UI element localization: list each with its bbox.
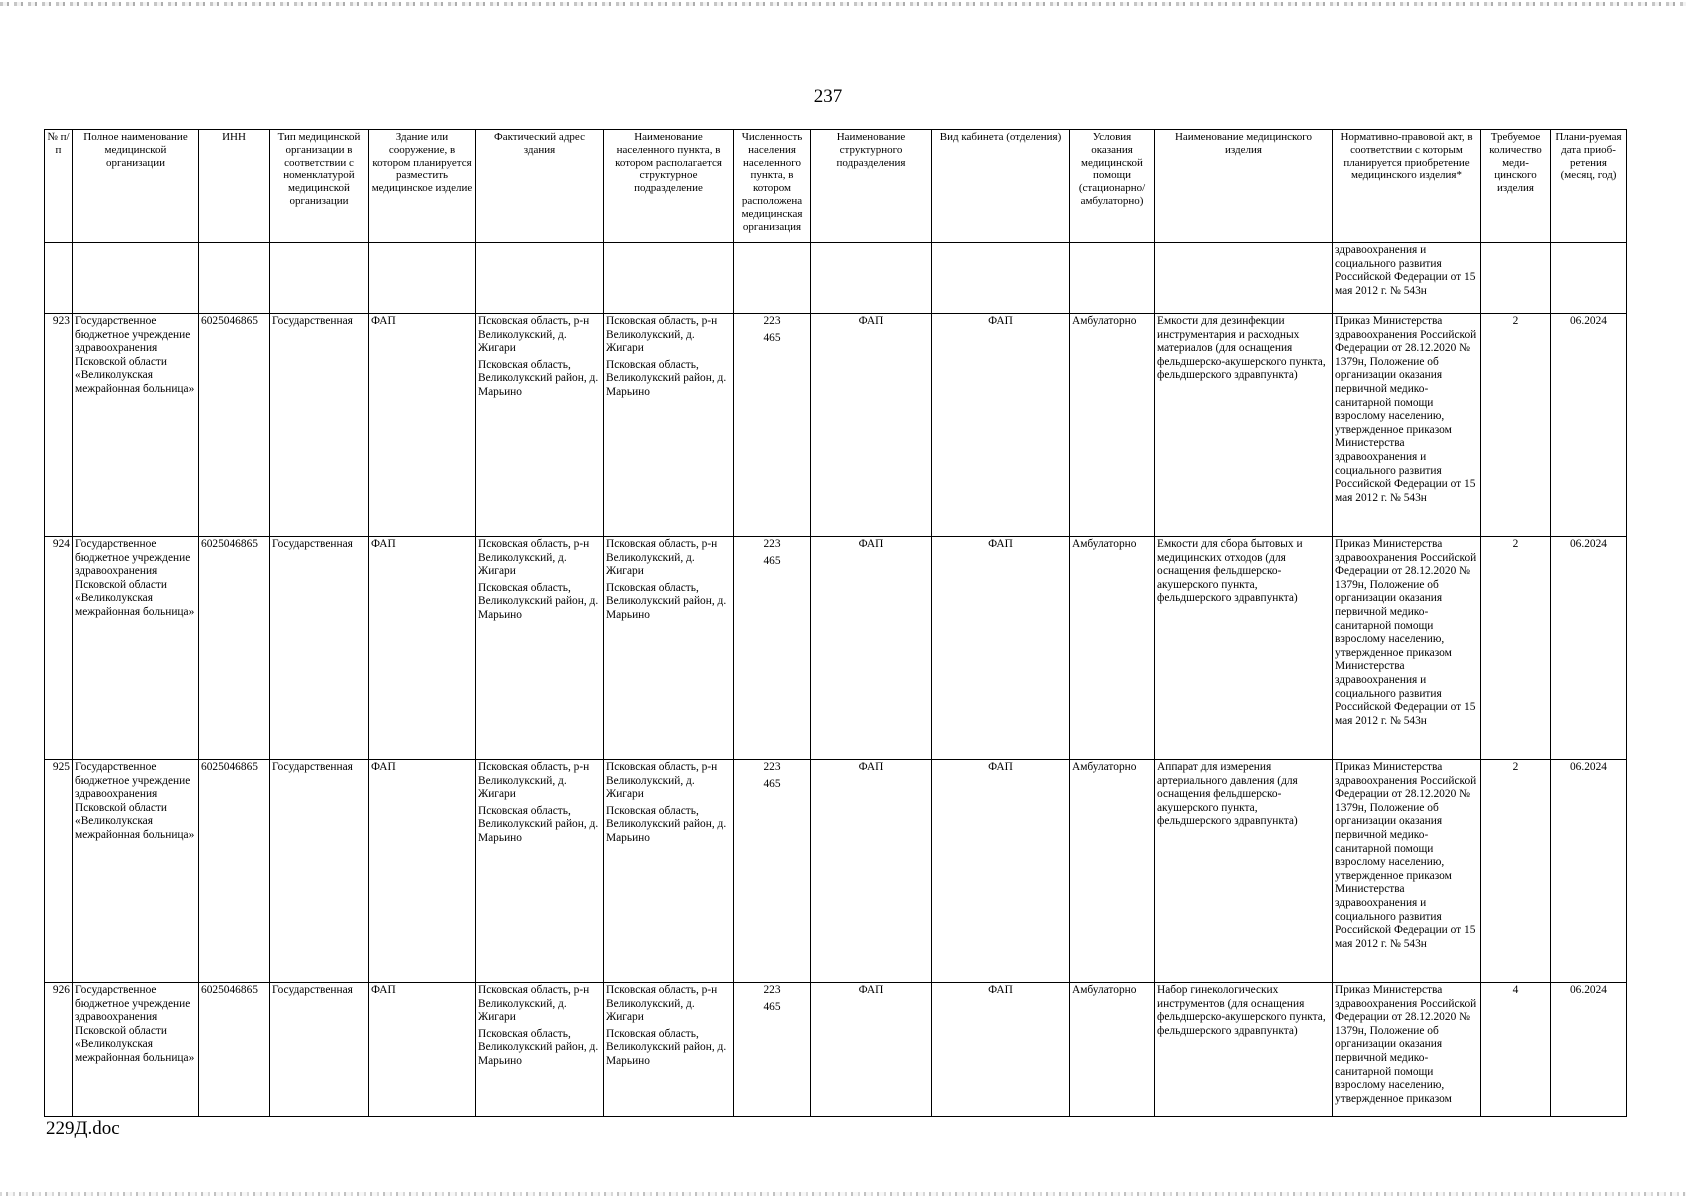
org-type-cell: Государственная	[270, 314, 369, 537]
conditions-cell: Амбулаторно	[1070, 983, 1155, 1117]
building-cell: ФАП	[369, 983, 476, 1117]
page-number: 237	[813, 86, 843, 107]
population-value: 223	[763, 538, 781, 550]
population-value: 223	[763, 315, 781, 327]
building-cell: ФАП	[369, 760, 476, 983]
org-type-cell: Государственная	[270, 983, 369, 1117]
conditions-cell: Амбулаторно	[1070, 537, 1155, 760]
unit-cell: ФАП	[811, 983, 932, 1117]
legal-act-cell: Приказ Министерства здравоохранения Российской Федерации от 28.12.2020 № 1379н, Положение об организации оказания первичной медико-санитарной помощи взрослому населению, утвержденное приказом Министерства здравоохранения и социального развития Российской Федерации от 15 мая 2012 г. № 543н	[1333, 760, 1481, 983]
address-line: Псковская область, р-н Великолукский, д. Жигари	[478, 761, 590, 801]
address-cell	[476, 760, 604, 983]
header-cell: Тип медицинской организации в соответствии с номенклатурой медицинской организации	[270, 130, 369, 243]
equipment-table	[44, 129, 1627, 1117]
address-line: Псковская область, р-н Великолукский, д. Жигари	[478, 538, 590, 578]
unit-cell: ФАП	[811, 314, 932, 537]
quantity-cell: 2	[1481, 760, 1551, 983]
settlement-line: Псковская область, Великолукский район, д. Марьино	[606, 358, 727, 398]
header-cell: ИНН	[199, 130, 270, 243]
population-value: 465	[763, 1000, 781, 1013]
legal-act-cell: Приказ Министерства здравоохранения Российской Федерации от 28.12.2020 № 1379н, Положение об организации оказания первичной медико-санитарной помощи взрослому населению, утвержденное приказом Министерства здравоохранения и социального развития Российской Федерации от 15 мая 2012 г. № 543н	[1333, 537, 1481, 760]
address-line: Псковская область, Великолукский район, д. Марьино	[478, 1027, 599, 1067]
settlement-line: Псковская область, Великолукский район, д. Марьино	[606, 1027, 727, 1067]
table-row-continuation	[45, 243, 1627, 314]
header-cell: Фактический адрес здания	[476, 130, 604, 243]
settlement-line: Псковская область, Великолукский район, д. Марьино	[606, 581, 727, 621]
device-cell: Емкости для дезинфекции инструментария и расходных материалов (для оснащения фельдшерско-акушерского пункта, фельдшерского здравпункта)	[1155, 314, 1333, 537]
settlement-cell	[604, 760, 734, 983]
address-line: Псковская область, р-н Великолукский, д. Жигари	[478, 984, 590, 1024]
conditions-cell: Амбулаторно	[1070, 314, 1155, 537]
settlement-cell	[604, 983, 734, 1117]
header-cell: Численность населения населенного пункта, в котором расположена медицинская организация	[734, 130, 811, 243]
quantity-cell: 2	[1481, 314, 1551, 537]
device-cell: Набор гинекологических инструментов (для оснащения фельдшерско-акушерского пункта, фельдшерского здравпункта)	[1155, 983, 1333, 1117]
population-cell	[734, 537, 811, 760]
quantity-cell: 4	[1481, 983, 1551, 1117]
header-cell: Наименование структурного подразделения	[811, 130, 932, 243]
table-header-row	[45, 130, 1627, 243]
cabinet-cell: ФАП	[932, 760, 1070, 983]
legal-act-cell: Приказ Министерства здравоохранения Российской Федерации от 28.12.2020 № 1379н, Положение об организации оказания первичной медико-санитарной помощи взрослому населению, утвержденное приказом Министерства здравоохранения и социального развития Российской Федерации от 15 мая 2012 г. № 543н	[1333, 314, 1481, 537]
header-cell: Плани-руемая дата приоб-ретения (месяц, год)	[1551, 130, 1627, 243]
building-cell: ФАП	[369, 314, 476, 537]
org-name-cell: Государственное бюджетное учреждение здравоохранения Псковской области «Великолукская межрайонная больница»	[73, 760, 199, 983]
table-row	[45, 537, 1627, 760]
settlement-line: Псковская область, р-н Великолукский, д. Жигари	[606, 538, 718, 578]
unit-cell: ФАП	[811, 537, 932, 760]
date-cell: 06.2024	[1551, 760, 1627, 983]
settlement-cell	[604, 537, 734, 760]
conditions-cell: Амбулаторно	[1070, 760, 1155, 983]
cabinet-cell: ФАП	[932, 537, 1070, 760]
date-cell: 06.2024	[1551, 314, 1627, 537]
settlement-line: Псковская область, р-н Великолукский, д. Жигари	[606, 984, 718, 1024]
population-cell	[734, 314, 811, 537]
header-cell: Условия оказания медицинской помощи (стационарно/ амбулаторно)	[1070, 130, 1155, 243]
inn-cell: 6025046865	[199, 760, 270, 983]
scan-edge-bottom	[0, 1192, 1686, 1196]
header-cell: Нормативно-правовой акт, в соответствии с которым планируется приобретение медицинского изделия*	[1333, 130, 1481, 243]
row-number-cell: 924	[45, 537, 73, 760]
cabinet-cell: ФАП	[932, 314, 1070, 537]
settlement-cell	[604, 314, 734, 537]
address-line: Псковская область, р-н Великолукский, д. Жигари	[478, 315, 590, 355]
header-cell: Вид кабинета (отделения)	[932, 130, 1070, 243]
row-number-cell: 925	[45, 760, 73, 983]
table-row	[45, 760, 1627, 983]
population-cell	[734, 983, 811, 1117]
population-cell	[734, 760, 811, 983]
table-row	[45, 314, 1627, 537]
unit-cell: ФАП	[811, 760, 932, 983]
header-cell: Требуемое количество меди-цинского изделия	[1481, 130, 1551, 243]
inn-cell: 6025046865	[199, 983, 270, 1117]
org-type-cell: Государственная	[270, 760, 369, 983]
population-value: 223	[763, 984, 781, 996]
org-name-cell: Государственное бюджетное учреждение здравоохранения Псковской области «Великолукская межрайонная больница»	[73, 314, 199, 537]
header-cell: Полное наименование медицинской организации	[73, 130, 199, 243]
org-name-cell: Государственное бюджетное учреждение здравоохранения Псковской области «Великолукская межрайонная больница»	[73, 983, 199, 1117]
inn-cell: 6025046865	[199, 537, 270, 760]
address-cell	[476, 314, 604, 537]
cabinet-cell: ФАП	[932, 983, 1070, 1117]
inn-cell: 6025046865	[199, 314, 270, 537]
population-value: 465	[763, 331, 781, 344]
header-cell: № п/п	[45, 130, 73, 243]
legal-act-cell: Приказ Министерства здравоохранения Российской Федерации от 28.12.2020 № 1379н, Положение об организации оказания первичной медико-санитарной помощи взрослому населению, утвержденное приказом	[1333, 983, 1481, 1117]
legal-act-cell: здравоохранения и социального развития Российской Федерации от 15 мая 2012 г. № 543н	[1333, 243, 1481, 314]
address-line: Псковская область, Великолукский район, д. Марьино	[478, 358, 599, 398]
device-cell: Аппарат для измерения артериального давления (для оснащения фельдшерско-акушерского пункта, фельдшерского здравпункта)	[1155, 760, 1333, 983]
settlement-line: Псковская область, Великолукский район, д. Марьино	[606, 804, 727, 844]
address-line: Псковская область, Великолукский район, д. Марьино	[478, 581, 599, 621]
address-cell	[476, 983, 604, 1117]
settlement-line: Псковская область, р-н Великолукский, д. Жигари	[606, 315, 718, 355]
footer-filename: 229Д.doc	[46, 1118, 120, 1139]
table-row	[45, 983, 1627, 1117]
org-type-cell: Государственная	[270, 537, 369, 760]
building-cell: ФАП	[369, 537, 476, 760]
population-value: 465	[763, 554, 781, 567]
row-number-cell: 923	[45, 314, 73, 537]
header-cell: Здание или сооружение, в котором планируется разместить медицинское изделие	[369, 130, 476, 243]
date-cell: 06.2024	[1551, 983, 1627, 1117]
row-number-cell: 926	[45, 983, 73, 1117]
org-name-cell: Государственное бюджетное учреждение здравоохранения Псковской области «Великолукская межрайонная больница»	[73, 537, 199, 760]
population-value: 223	[763, 761, 781, 773]
header-cell: Наименование населенного пункта, в котором располагается структурное подразделение	[604, 130, 734, 243]
address-line: Псковская область, Великолукский район, д. Марьино	[478, 804, 599, 844]
settlement-line: Псковская область, р-н Великолукский, д. Жигари	[606, 761, 718, 801]
address-cell	[476, 537, 604, 760]
date-cell: 06.2024	[1551, 537, 1627, 760]
device-cell: Емкости для сбора бытовых и медицинских отходов (для оснащения фельдшерско-акушерского пункта, фельдшерского здравпункта)	[1155, 537, 1333, 760]
header-cell: Наименование медицинского изделия	[1155, 130, 1333, 243]
quantity-cell: 2	[1481, 537, 1551, 760]
scan-edge-top	[0, 2, 1686, 6]
population-value: 465	[763, 777, 781, 790]
